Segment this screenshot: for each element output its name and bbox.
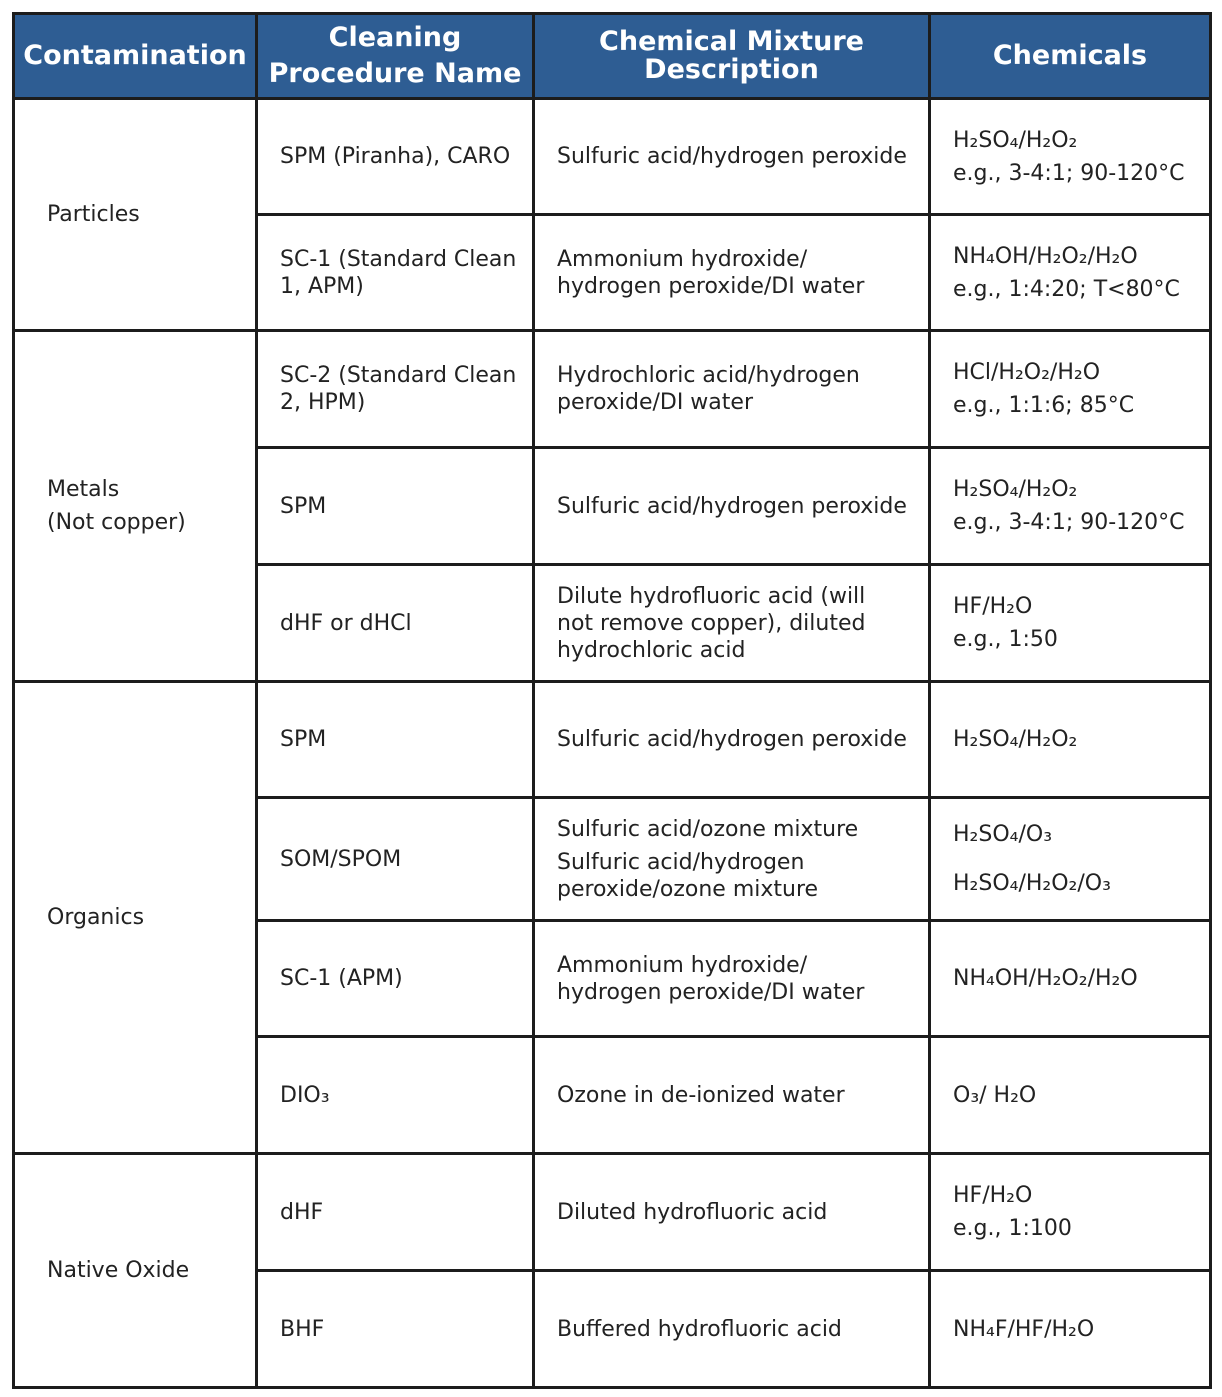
cell-line: H₂SO₄/H₂O₂/O₃ (953, 871, 1111, 896)
chemicals-cell (930, 565, 1211, 682)
header-description-line-2: Description (644, 54, 819, 85)
cell-line: e.g., 3-4:1; 90-120°C (953, 160, 1185, 186)
cell-line: hydrogen peroxide/DI water (557, 273, 865, 299)
cell-line: O₃/ H₂O (953, 1082, 1037, 1108)
chemicals-cell (930, 448, 1211, 565)
group-particles (14, 99, 257, 331)
cell-line: Sulfuric acid/ozone mixture (557, 816, 859, 842)
cell-line: HF/H₂O (953, 594, 1033, 619)
group-label: (Not copper) (47, 510, 186, 535)
cell-line: SPM (280, 727, 327, 752)
procedure-cell (257, 798, 534, 921)
cell-line: SOM/SPOM (280, 846, 402, 872)
procedure-cell (257, 682, 534, 798)
header-procedure-name (257, 14, 534, 99)
header-description (534, 14, 930, 99)
chemicals-cell (930, 921, 1211, 1037)
header-contamination: Contamination (14, 14, 257, 99)
cell-line: BHF (280, 1316, 325, 1342)
cell-line: SC-2 (Standard Clean (280, 363, 517, 388)
cell-line: Ozone in de-ionized water (557, 1082, 845, 1108)
table-row (14, 331, 1211, 448)
header-row (14, 14, 1211, 99)
cell-line: H₂SO₄/H₂O₂ (953, 127, 1078, 153)
cell-line: Sulfuric acid/hydrogen peroxide (557, 727, 907, 752)
description-cell (534, 798, 930, 921)
cell-line: Ammonium hydroxide/ (557, 246, 808, 272)
cell-line: H₂SO₄/H₂O₂ (953, 727, 1078, 752)
description-cell (534, 565, 930, 682)
header-procedure-line-2: Procedure Name (268, 58, 522, 89)
cell-line: peroxide/ozone mixture (557, 876, 819, 902)
description-cell (534, 682, 930, 798)
cell-line: SPM (280, 493, 327, 519)
procedure-cell (257, 331, 534, 448)
group-label: Native Oxide (47, 1258, 190, 1283)
group-native-oxide (14, 1154, 257, 1388)
cell-line: dHF or dHCl (280, 610, 412, 636)
cell-line: Diluted hydrofluoric acid (557, 1199, 828, 1225)
cell-line: H₂SO₄/O₃ (953, 822, 1053, 847)
chemicals-cell (930, 1271, 1211, 1388)
procedure-cell (257, 215, 534, 331)
cell-line: SC-1 (APM) (280, 966, 403, 991)
procedure-cell (257, 448, 534, 565)
header-procedure-line-1: Cleaning (328, 22, 462, 53)
cleaning-chemistry-table (12, 12, 1212, 1389)
procedure-cell (257, 99, 534, 215)
description-cell (534, 1271, 930, 1388)
table-row (14, 1154, 1211, 1271)
cell-line: e.g., 3-4:1; 90-120°C (953, 510, 1185, 535)
cell-line: SPM (Piranha), CARO (280, 144, 511, 169)
chemicals-cell (930, 215, 1211, 331)
chemicals-cell (930, 1154, 1211, 1271)
cell-line: H₂SO₄/H₂O₂ (953, 477, 1078, 502)
cell-line: Sulfuric acid/hydrogen (557, 849, 805, 875)
procedure-cell (257, 1154, 534, 1271)
cell-line: e.g., 1:100 (953, 1216, 1072, 1241)
group-label: Metals (47, 477, 120, 502)
cell-line: not remove copper), diluted (557, 610, 866, 636)
description-cell (534, 99, 930, 215)
cell-line: SC-1 (Standard Clean (280, 246, 517, 272)
cell-line: Ammonium hydroxide/ (557, 952, 808, 978)
cell-line: NH₄F/HF/H₂O (953, 1316, 1095, 1342)
chemicals-cell (930, 331, 1211, 448)
cell-line: Hydrochloric acid/hydrogen (557, 363, 860, 388)
table-row (14, 682, 1211, 798)
chemicals-cell (930, 682, 1211, 798)
group-label: Organics (47, 905, 145, 930)
description-cell (534, 921, 930, 1037)
group-label: Particles (47, 202, 140, 227)
cell-line: NH₄OH/H₂O₂/H₂O (953, 966, 1138, 991)
cell-line: e.g., 1:1:6; 85°C (953, 393, 1135, 418)
cell-line: Sulfuric acid/hydrogen peroxide (557, 493, 907, 519)
chemicals-cell (930, 798, 1211, 921)
cell-line: peroxide/DI water (557, 390, 753, 415)
procedure-cell (257, 1271, 534, 1388)
group-organics (14, 682, 257, 1154)
procedure-cell (257, 921, 534, 1037)
cell-line: Sulfuric acid/hydrogen peroxide (557, 144, 907, 169)
description-cell (534, 1154, 930, 1271)
cell-line: HF/H₂O (953, 1183, 1033, 1208)
table-row (14, 99, 1211, 215)
cell-line: Dilute hydrofluoric acid (will (557, 583, 866, 609)
chemicals-cell (930, 1037, 1211, 1154)
header-description-line-1: Chemical Mixture (599, 26, 864, 57)
cell-line: dHF (280, 1199, 324, 1225)
procedure-cell (257, 1037, 534, 1154)
description-cell (534, 1037, 930, 1154)
header-chemicals: Chemicals (930, 14, 1211, 99)
chemicals-cell (930, 99, 1211, 215)
cell-line: hydrochloric acid (557, 637, 746, 663)
cell-line: 1, APM) (280, 273, 364, 299)
description-cell (534, 448, 930, 565)
cell-line: e.g., 1:50 (953, 627, 1058, 652)
cell-line: HCl/H₂O₂/H₂O (953, 360, 1101, 385)
cell-line: Buffered hydrofluoric acid (557, 1316, 842, 1342)
group-metals (14, 331, 257, 682)
cell-line: e.g., 1:4:20; T<80°C (953, 276, 1180, 302)
description-cell (534, 215, 930, 331)
cell-line: NH₄OH/H₂O₂/H₂O (953, 243, 1138, 269)
cell-line: 2, HPM) (280, 390, 366, 415)
cell-line: DIO₃ (280, 1082, 330, 1108)
cell-line: hydrogen peroxide/DI water (557, 979, 865, 1005)
procedure-cell (257, 565, 534, 682)
description-cell (534, 331, 930, 448)
